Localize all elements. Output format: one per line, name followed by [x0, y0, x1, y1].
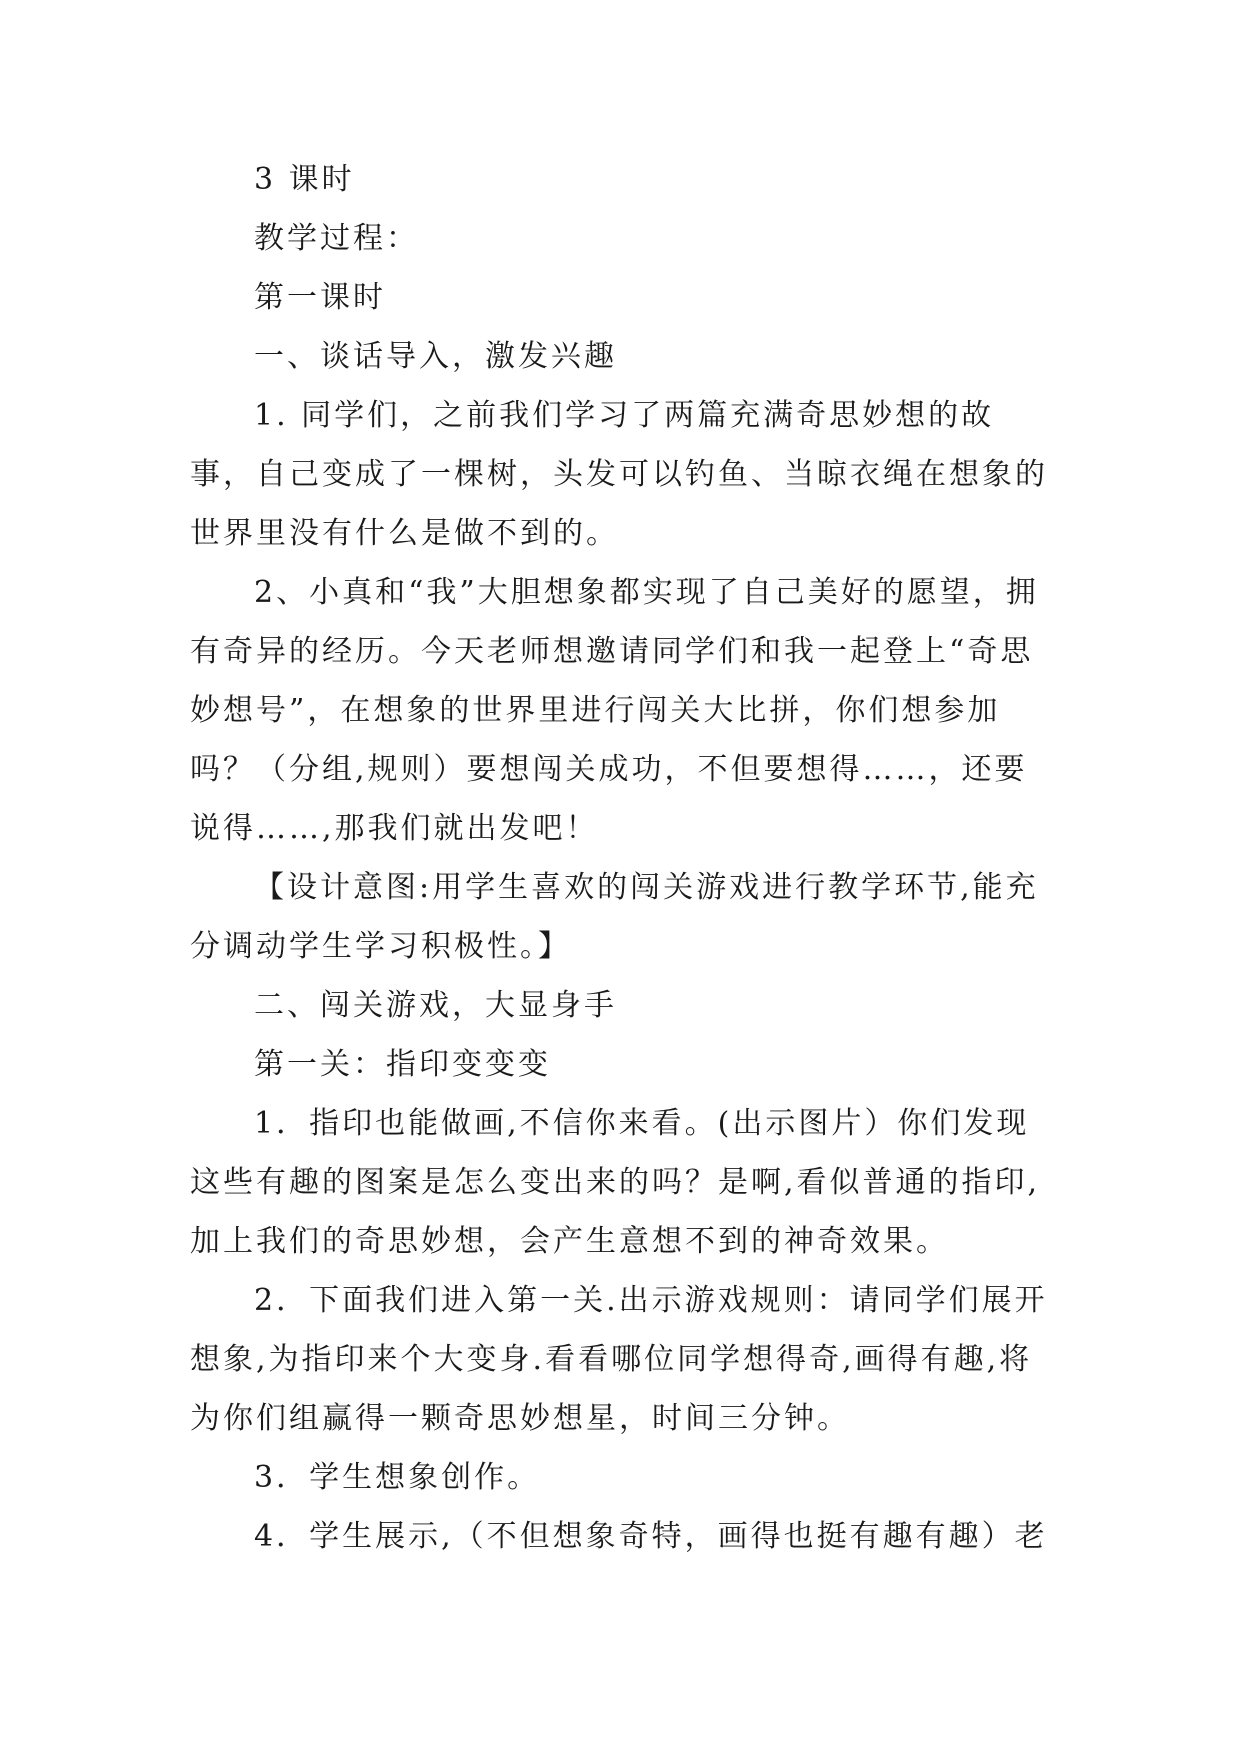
- paragraph-step-1: 1．指印也能做画,不信你来看。(出示图片）你们发现这些有趣的图案是怎么变出来的吗？是啊,看似普通的指印,加上我们的奇思妙想，会产生意想不到的神奇效果。: [190, 1106, 1041, 1259]
- paragraph-step-2: 2．下面我们进入第一关.出示游戏规则：请同学们展开想象,为指印来个大变身.看看哪位同学想得奇,画得有趣,将为你们组赢得一颗奇思妙想星，时间三分钟。: [190, 1283, 1048, 1436]
- paragraph-intro-1: 1. 同学们，之前我们学习了两篇充满奇思妙想的故事，自己变成了一棵树，头发可以钓鱼、当晾衣绳在想象的世界里没有什么是做不到的。: [190, 398, 1048, 551]
- document-page: [190, 150, 1050, 1566]
- paragraph-step-3: 3．学生想象创作。: [254, 1460, 541, 1495]
- section-heading-introduction: 一、谈话导入，激发兴趣: [254, 339, 617, 374]
- paragraph-design-intent: 【设计意图:用学生喜欢的闯关游戏进行教学环节,能充分调动学生学习积极性。】: [190, 870, 1039, 964]
- subheading-level-one: 第一关：指印变变变: [254, 1047, 551, 1082]
- section-heading-game: 二、闯关游戏，大显身手: [254, 988, 617, 1023]
- paragraph-class-hours: 3 课时: [254, 162, 355, 197]
- paragraph-teaching-process: 教学过程：: [254, 221, 419, 256]
- paragraph-step-4: 4．学生展示,（不但想象奇特，画得也挺有趣有趣）老: [254, 1519, 1048, 1554]
- paragraph-intro-2: 2、小真和“我”大胆想象都实现了自己美好的愿望，拥有奇异的经历。今天老师想邀请同学们和我一起登上“奇思妙想号”，在想象的世界里进行闯关大比拼，你们想参加吗？（分组,规则）要想闯关成功，不但要想得……，还要说得……,那我们就出发吧！: [190, 575, 1039, 846]
- paragraph-first-lesson: 第一课时: [254, 280, 386, 315]
